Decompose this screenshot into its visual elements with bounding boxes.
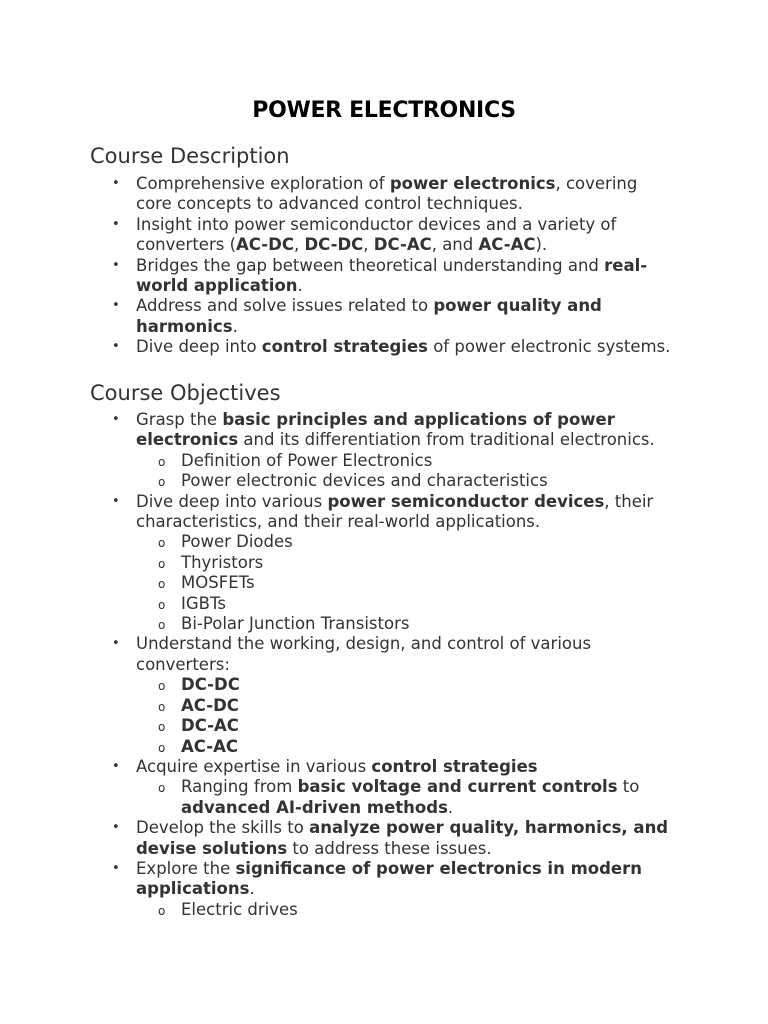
text-run: Dive deep into: [136, 337, 262, 357]
bold-text: AC-AC: [478, 235, 536, 255]
list-item-text: [136, 492, 653, 531]
sub-list-item: [136, 696, 672, 716]
bold-text: AC-DC: [236, 235, 294, 255]
bold-text: power semiconductor devices: [327, 491, 605, 511]
list-item: [0, 337, 768, 357]
sub-list-item-text: [181, 471, 548, 490]
bold-text: real-world application: [136, 255, 648, 296]
sub-list-item: [136, 532, 672, 552]
sub-list: [136, 900, 672, 920]
text-run: of power electronic systems.: [427, 337, 671, 357]
sub-list-item-text: [181, 451, 432, 470]
text-run: Grasp the: [136, 410, 223, 429]
bold-text: control strategies: [261, 337, 428, 357]
list-item: [0, 174, 768, 215]
text-run: Bi-Polar Junction Transistors: [181, 614, 410, 634]
course-description-list: [0, 174, 768, 358]
text-run: Thyristors: [181, 552, 264, 572]
bullet-icon: •: [112, 636, 120, 652]
sub-list-item: [136, 471, 672, 491]
bold-text: analyze power quality, harmonics, and devise solutions: [136, 818, 669, 858]
bold-text: power electronics: [389, 174, 556, 193]
circle-bullet-icon: o: [158, 536, 166, 551]
list-item: [0, 492, 768, 635]
list-item-text: [136, 174, 637, 213]
circle-bullet-icon: o: [158, 577, 166, 592]
bold-text: basic principles and applications of power electronics: [136, 410, 615, 450]
circle-bullet-icon: o: [158, 679, 166, 694]
sub-list-item-text: [181, 900, 298, 919]
bold-text: DC-AC: [373, 235, 432, 255]
sub-list-item-text: [181, 696, 239, 715]
circle-bullet-icon: o: [158, 740, 166, 755]
sub-list-item: [136, 451, 672, 471]
text-run: Ranging from: [181, 777, 298, 797]
text-run: Develop the skills to: [136, 818, 310, 838]
circle-bullet-icon: o: [158, 903, 166, 918]
page-title: POWER ELECTRONICS: [252, 98, 516, 123]
bold-text: AC-AC: [181, 736, 238, 756]
text-run: ).: [535, 235, 548, 255]
bullet-icon: •: [112, 339, 120, 355]
sub-list-item: [136, 553, 672, 573]
circle-bullet-icon: o: [158, 475, 166, 490]
list-item-text: [136, 215, 616, 254]
list-item-text: [136, 256, 647, 295]
text-run: .: [232, 316, 238, 336]
bold-text: DC-DC: [181, 675, 240, 695]
section-heading-course-objectives: Course Objectives: [90, 381, 281, 405]
bold-text: DC-DC: [304, 235, 364, 255]
bullet-icon: •: [112, 493, 120, 509]
circle-bullet-icon: o: [158, 699, 166, 714]
circle-bullet-icon: o: [158, 454, 166, 469]
circle-bullet-icon: o: [158, 597, 166, 612]
sub-list-item-text: [181, 614, 409, 633]
list-item-text: [136, 818, 668, 857]
text-run: Insight into power semiconductor devices and a variety of converters (: [136, 214, 617, 255]
sub-list-item-text: [181, 594, 226, 613]
list-item: [0, 410, 768, 492]
text-run: Power Diodes: [181, 532, 293, 552]
text-run: Address and solve issues related to: [136, 296, 434, 316]
bullet-icon: •: [112, 298, 120, 314]
sub-list: [136, 532, 672, 634]
text-run: , and: [431, 235, 479, 255]
bold-text: power quality and harmonics: [136, 296, 602, 336]
bullet-icon: •: [112, 860, 120, 876]
list-item: [0, 818, 768, 859]
sub-list-item-text: [181, 532, 293, 551]
bold-text: AC-DC: [181, 695, 239, 715]
sub-list-item: [136, 675, 672, 695]
sub-list: [136, 675, 672, 757]
sub-list-item: [136, 777, 672, 818]
sub-list-item-text: [181, 553, 263, 572]
bullet-icon: •: [112, 820, 120, 836]
bold-text: advanced AI-driven methods: [181, 797, 448, 817]
list-item-text: [136, 634, 591, 673]
sub-list-item-text: [181, 675, 240, 694]
sub-list-item-text: [181, 716, 239, 735]
text-run: Bridges the gap between theoretical understanding and: [136, 255, 605, 275]
bullet-icon: •: [112, 176, 120, 191]
sub-list-item-text: [181, 737, 238, 756]
text-run: .: [297, 276, 303, 296]
list-item: [0, 296, 768, 337]
text-run: ,: [293, 235, 305, 255]
sub-list-item: [136, 737, 672, 757]
text-run: Understand the working, design, and control of various converters:: [136, 634, 592, 674]
course-objectives-list: [0, 410, 768, 920]
section-heading-course-description: Course Description: [90, 144, 290, 168]
list-item-text: [136, 859, 642, 898]
sub-list-item-text: [181, 777, 639, 816]
list-item-text: [136, 337, 670, 356]
bullet-icon: •: [112, 758, 120, 774]
bullet-icon: •: [112, 216, 120, 232]
list-item-text: [136, 757, 538, 776]
bold-text: basic voltage and current controls: [297, 777, 618, 797]
text-run: Comprehensive exploration of: [136, 174, 390, 193]
list-item: [0, 757, 768, 818]
sub-list-item: [136, 716, 672, 736]
bold-text: significance of power electronics in modern applications: [136, 858, 642, 899]
text-run: .: [249, 879, 255, 899]
list-item-text: [136, 296, 602, 335]
text-run: Explore the: [136, 858, 236, 878]
bold-text: control strategies: [371, 756, 538, 776]
text-run: , their characteristics, and their real-world applications.: [136, 491, 654, 532]
text-run: Acquire expertise in various: [136, 756, 372, 776]
sub-list-item: [136, 594, 672, 614]
bold-text: DC-AC: [181, 716, 239, 736]
bullet-icon: •: [112, 412, 120, 427]
text-run: Definition of Power Electronics: [181, 450, 433, 470]
sub-list-item-text: [181, 573, 255, 592]
circle-bullet-icon: o: [158, 556, 166, 571]
text-run: Power electronic devices and characteristics: [181, 471, 548, 491]
sub-list-item: [136, 573, 672, 593]
list-item: [0, 215, 768, 256]
list-item-text: [136, 410, 655, 449]
sub-list: [136, 777, 672, 818]
text-run: Electric drives: [181, 899, 298, 919]
text-run: , covering core concepts to advanced control techniques.: [136, 174, 638, 214]
list-item: [0, 634, 768, 756]
sub-list-item: [136, 900, 672, 920]
list-item: [0, 256, 768, 297]
text-run: .: [447, 797, 454, 817]
text-run: MOSFETs: [181, 573, 255, 593]
text-run: IGBTs: [181, 593, 226, 613]
text-run: Dive deep into various: [136, 491, 328, 511]
circle-bullet-icon: o: [158, 720, 166, 735]
text-run: ,: [363, 235, 374, 255]
text-run: and its differentiation from traditional electronics.: [238, 430, 655, 450]
bullet-icon: •: [112, 257, 120, 273]
sub-list: [136, 451, 672, 492]
text-run: to address these issues.: [287, 838, 492, 858]
sub-list-item: [136, 614, 672, 634]
text-run: to: [617, 777, 640, 797]
list-item: [0, 859, 768, 920]
circle-bullet-icon: o: [158, 781, 166, 796]
circle-bullet-icon: o: [158, 618, 166, 633]
